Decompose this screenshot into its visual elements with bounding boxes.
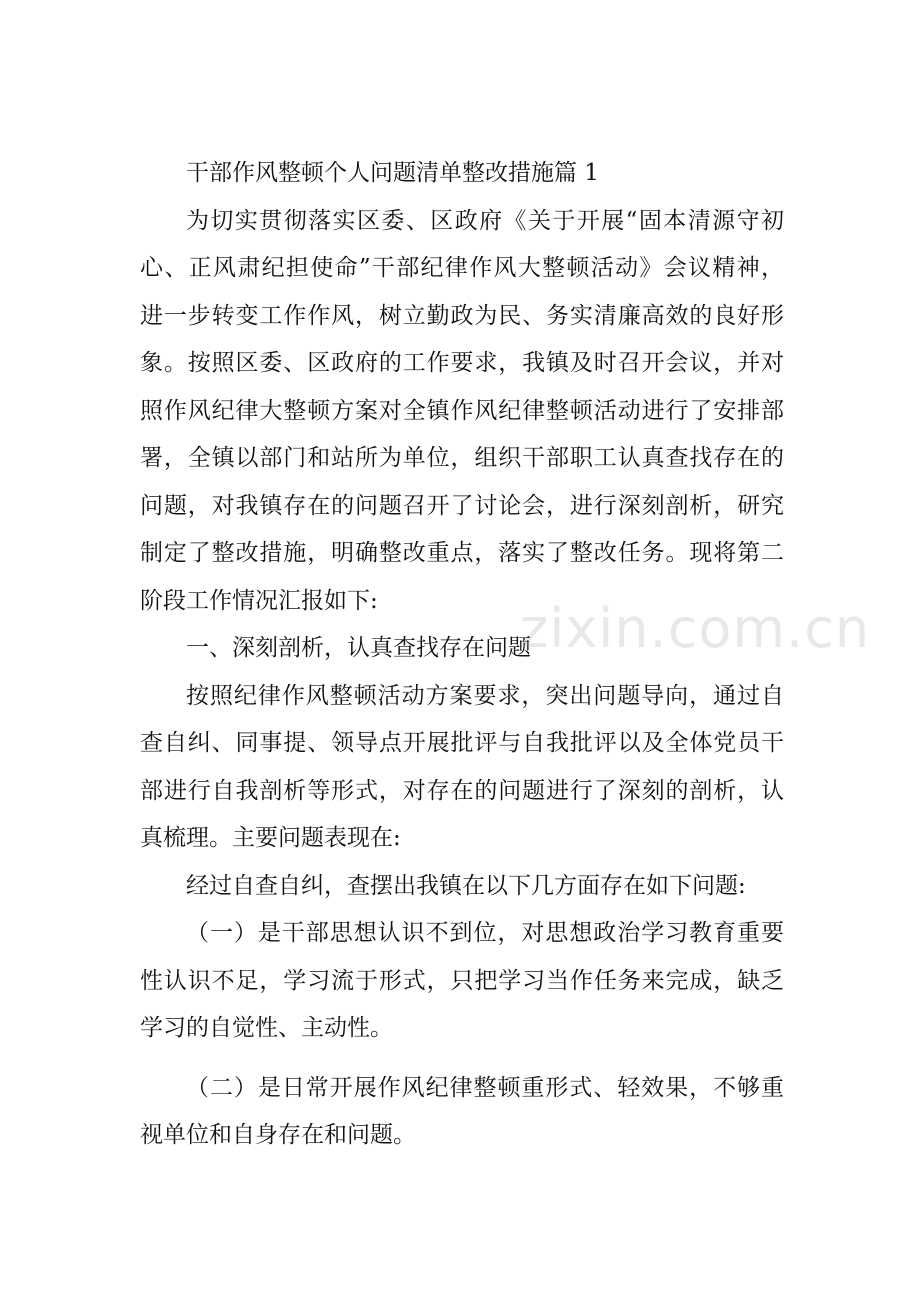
paragraph-line: 进一步转变工作作风，树立勤政为民、务实清廉高效的良好形	[140, 302, 784, 329]
document-title: 干部作风整顿个人问题清单整改措施篇 1	[186, 160, 599, 186]
paragraph-line: 查自纠、同事提、领导点开展批评与自我批评以及全体党员干	[140, 730, 784, 756]
paragraph-line: 象。按照区委、区政府的工作要求，我镇及时召开会议，并对	[140, 350, 784, 376]
paragraph-line: 视单位和自身存在和问题。	[140, 1122, 416, 1148]
paragraph-line: 真梳理。主要问题表现在:	[140, 825, 401, 851]
paragraph-line: 问题，对我镇存在的问题召开了讨论会，进行深刻剖析，研究	[140, 492, 784, 519]
paragraph-line: 心、正风肃纪担使命”干部纪律作风大整顿活动》会议精神，	[140, 255, 784, 281]
paragraph-line: 按照纪律作风整顿活动方案要求，突出问题导向，通过自	[186, 682, 784, 709]
intro-paragraph	[140, 198, 784, 626]
paragraph-line: （二）是日常开展作风纪律整顿重形式、轻效果，不够重	[186, 1074, 784, 1101]
issue-item-two	[140, 1065, 784, 1160]
paragraph-line: （一）是干部思想认识不到位，对思想政治学习教育重要	[186, 920, 784, 946]
paragraph-gap	[140, 1053, 784, 1065]
paragraph-line: 署，全镇以部门和站所为单位，组织干部职工认真查找存在的	[140, 445, 784, 471]
issue-item-one	[140, 910, 784, 1053]
self-check-paragraph: 经过自查自纠，查摆出我镇在以下几方面存在如下问题:	[186, 872, 746, 899]
paragraph-line: 学习的自觉性、主动性。	[140, 1015, 393, 1041]
paragraph-line: 部进行自我剖析等形式，对存在的问题进行了深刻的剖析，认	[140, 777, 784, 804]
paragraph-line: 照作风纪律大整顿方案对全镇作风纪律整顿活动进行了安排部	[140, 397, 784, 424]
paragraph-line: 阶段工作情况汇报如下:	[140, 587, 378, 614]
paragraph-line: 制定了整改措施，明确整改重点，落实了整改任务。现将第二	[140, 540, 784, 566]
paragraph-line: 为切实贯彻落实区委、区政府《关于开展“固本清源守初	[186, 207, 784, 234]
watermark: zixin.com.cn	[520, 597, 871, 660]
paragraph-line: 性认识不足，学习流于形式，只把学习当作任务来完成，缺乏	[140, 967, 784, 994]
section-heading: 一、深刻剖析，认真查找存在问题	[186, 635, 531, 661]
analysis-paragraph	[140, 673, 784, 863]
